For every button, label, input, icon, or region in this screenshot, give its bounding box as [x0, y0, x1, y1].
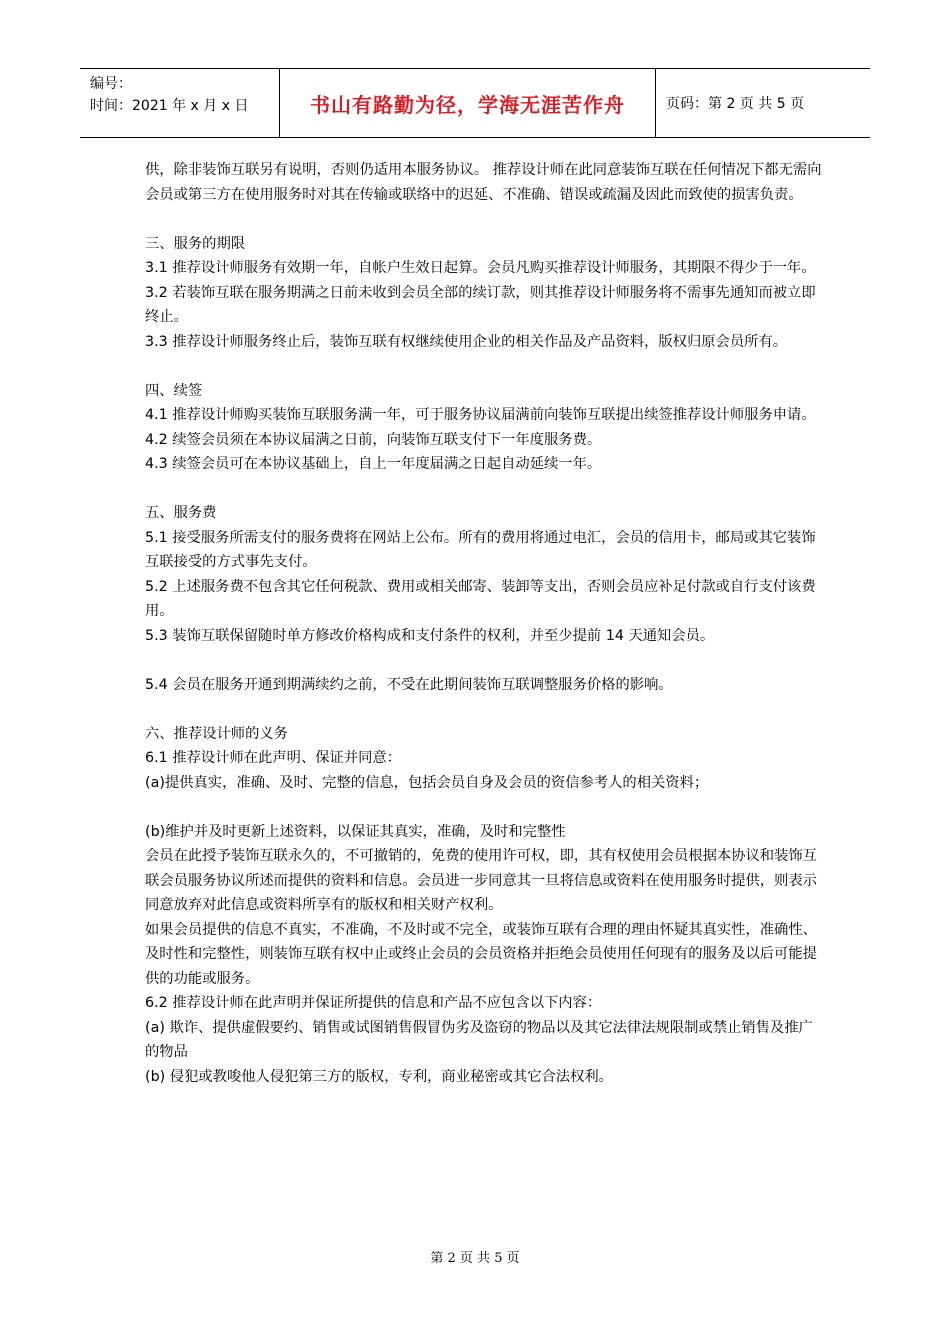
paragraph-gap	[145, 648, 825, 673]
paragraph: 供，除非装饰互联另有说明，否则仍适用本服务协议。 推荐设计师在此同意装饰互联在任何情况下都无需向会员或第三方在使用服务时对其在传输或联络中的迟延、不准确、错误或疏漏及因此而致使的损害负责。	[145, 162, 822, 203]
paragraph: 六、推荐设计师的义务	[145, 725, 288, 742]
paragraph-gap	[145, 795, 825, 820]
page-header	[80, 68, 870, 138]
document-time-label: 时间：2021 年 x 月 x 日	[90, 98, 249, 114]
paragraph: 3.2 若装饰互联在服务期满之日前未收到会员全部的续订款，则其推荐设计师服务将不需事先通知而被立即终止。	[145, 284, 816, 325]
paragraph: 5.1 接受服务所需支付的服务费将在网站上公布。所有的费用将通过电汇，会员的信用卡，邮局或其它装饰互联接受的方式事先支付。	[145, 529, 816, 570]
paragraph: 5.3 装饰互联保留随时单方修改价格构成和支付条件的权利，并至少提前 14 天通知会员。	[145, 627, 715, 644]
paragraph: 三、服务的期限	[145, 235, 246, 252]
paragraph: 如果会员提供的信息不真实，不准确，不及时或不完全，或装饰互联有合理的理由怀疑其真实性，准确性、及时性和完整性，则装饰互联有权中止或终止会员的会员资格并拒绝会员使用任何现有的服务及以后可能提供的功能或服务。	[145, 921, 817, 987]
page-footer: 第 2 页 共 5 页	[430, 1251, 520, 1266]
paragraph: (a) 欺诈、提供虚假要约、销售或试图销售假冒伪劣及盗窃的物品以及其它法律法规限制或禁止销售及推广的物品	[145, 1019, 813, 1060]
paragraph: 6.2 推荐设计师在此声明并保证所提供的信息和产品不应包含以下内容：	[145, 995, 602, 1011]
paragraph: 4.1 推荐设计师购买装饰互联服务满一年，可于服务协议届满前向装饰互联提出续签推荐设计师服务申请。	[145, 407, 816, 423]
paragraph-gap	[145, 697, 825, 722]
document-number-label: 编号：	[90, 76, 132, 92]
paragraph: (b)维护并及时更新上述资料，以保证其真实，准确，及时和完整性	[145, 823, 566, 840]
paragraph: (b) 侵犯或教唆他人侵犯第三方的版权，专利，商业秘密或其它合法权利。	[145, 1068, 613, 1085]
paragraph: 会员在此授予装饰互联永久的，不可撤销的，免费的使用许可权，即，其有权使用会员根据本协议和装饰互联会员服务协议所述而提供的资料和信息。会员进一步同意其一旦将信息或资料在使用服务时提供，则表示同意放弃对此信息或资料所享有的版权和相关财产权利。	[145, 848, 817, 913]
paragraph: (a)提供真实，准确、及时、完整的信息，包括会员自身及会员的资信参考人的相关资料；	[145, 774, 709, 791]
paragraph-gap	[145, 354, 825, 379]
paragraph: 5.4 会员在服务开通到期满续约之前，不受在此期间装饰互联调整服务价格的影响。	[145, 676, 673, 693]
paragraph-gap	[145, 207, 825, 232]
paragraph: 4.2 续签会员须在本协议届满之日前，向装饰互联支付下一年度服务费。	[145, 431, 602, 448]
paragraph: 3.3 推荐设计师服务终止后，装饰互联有权继续使用企业的相关作品及产品资料，版权归原会员所有。	[145, 333, 788, 350]
paragraph: 6.1 推荐设计师在此声明、保证并同意：	[145, 750, 402, 766]
paragraph: 4.3 续签会员可在本协议基础上，自上一年度届满之日起自动延续一年。	[145, 456, 602, 472]
document-body	[145, 158, 825, 1089]
paragraph: 四、续签	[145, 382, 203, 399]
header-page-label: 页码：第 2 页 共 5 页	[666, 96, 805, 112]
header-meta	[80, 69, 280, 137]
paragraph: 五、服务费	[145, 505, 217, 521]
paragraph: 5.2 上述服务费不包含其它任何税款、费用或相关邮寄、装卸等支出，否则会员应补足付款或自行支付该费用。	[145, 578, 816, 619]
header-motto: 书山有路勤为径，学海无涯苦作舟	[280, 69, 656, 137]
paragraph-gap	[145, 477, 825, 502]
paragraph: 3.1 推荐设计师服务有效期一年，自帐户生效日起算。会员凡购买推荐设计师服务，其期限不得少于一年。	[145, 260, 816, 276]
